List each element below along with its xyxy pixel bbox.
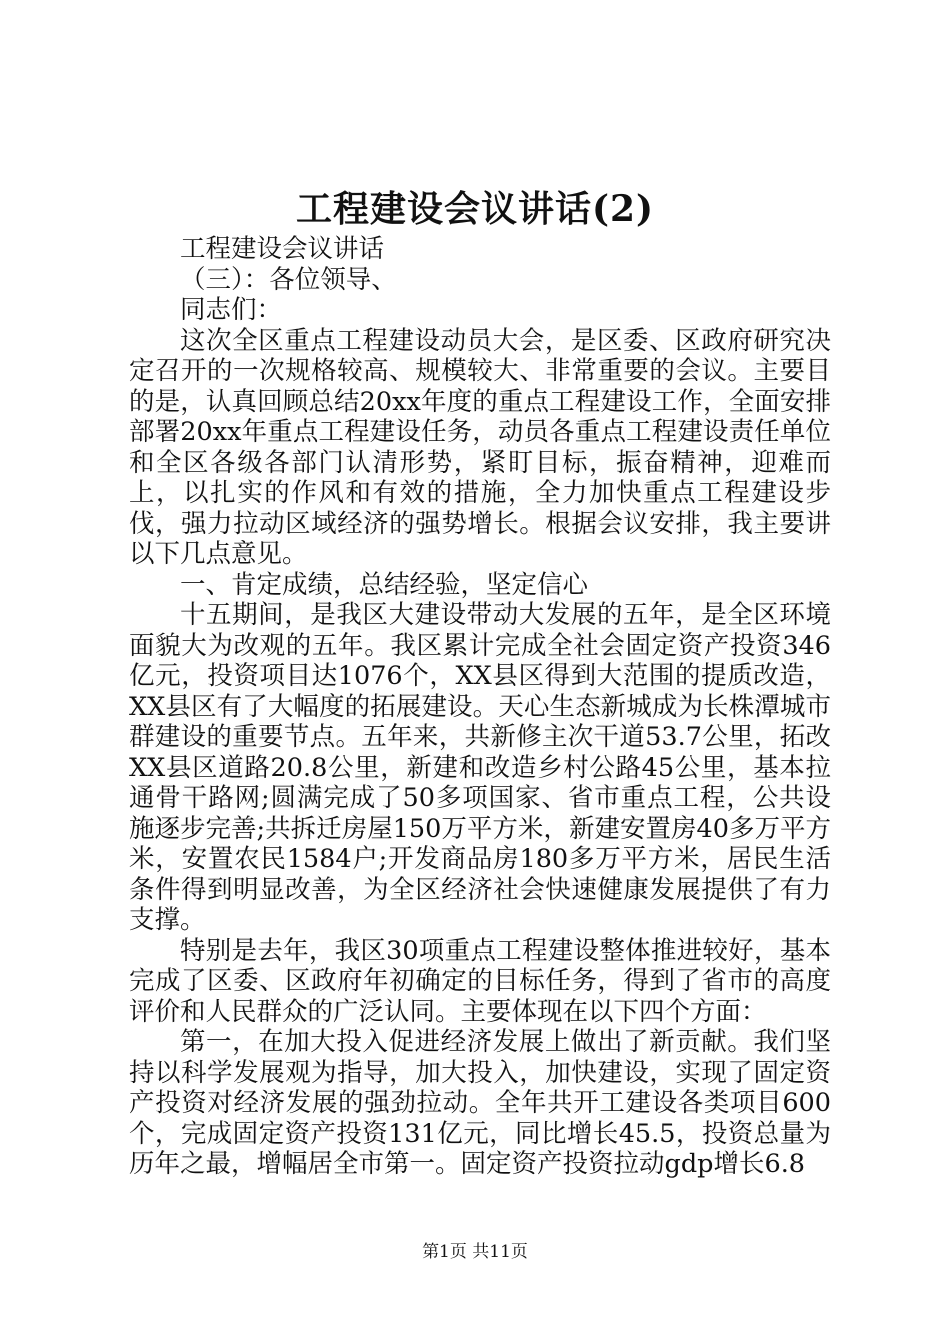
paragraph-intro: 这次全区重点工程建设动员大会，是区委、区政府研究决定召开的一次规格较高、规模较大、非常重要的会议。主要目的是，认真回顾总结20xx年度的重点工程建设工作，全面安排部署20xx年重点工程建设任务，动员各重点工程建设责任单位和全区各级各部门认清形势，紧盯目标，振奋精神，迎难而上，以扎实的作风和有效的措施，全力加快重点工程建设步伐，强力拉动区域经济的强势增长。根据会议安排，我主要讲以下几点意见。 [129,325,831,569]
section-heading: 一、肯定成绩，总结经验，坚定信心 [180,569,589,600]
paragraph-heading: 工程建设会议讲话 [180,234,385,264]
paragraph-last-year: 特别是去年，我区30项重点工程建设整体推进较好，基本完成了区委、区政府年初确定的目标任务，得到了省市的高度评价和人民群众的广泛认同。主要体现在以下四个方面： [129,935,831,1027]
page-number: 第1页 共11页 [422,1242,528,1262]
document-body [129,234,831,1180]
paragraph-greeting: 同志们： [180,295,283,325]
paragraph-salutation: （三）：各位领导、 [180,264,397,295]
paragraph-first-point: 第一，在加大投入促进经济发展上做出了新贡献。我们坚持以科学发展观为指导，加大投入，加快建设，实现了固定资产投资对经济发展的强劲拉动。全年共开工建设各类项目600个，完成固定资产投资131亿元，同比增长45.5，投资总量为历年之最，增幅居全市第一。固定资产投资拉动gdp增长6.8 [129,1027,831,1179]
document-title: 工程建设会议讲话(2) [295,188,655,230]
paragraph-achievements: 十五期间，是我区大建设带动大发展的五年，是全区环境面貌大为改观的五年。我区累计完成全社会固定资产投资346亿元，投资项目达1076个，XX县区得到大范围的提质改造，XX县区有了大幅度的拓展建设。天心生态新城成为长株潭城市群建设的重要节点。五年来，共新修主次干道53.7公里，拓改XX县区道路20.8公里，新建和改造乡村公路45公里，基本拉通骨干路网;圆满完成了50多项国家、省市重点工程，公共设施逐步完善;共拆迁房屋150万平方米，新建安置房40多万平方米，安置农民1584户;开发商品房180多万平方米，居民生活条件得到明显改善，为全区经济社会快速健康发展提供了有力支撑。 [129,600,831,935]
